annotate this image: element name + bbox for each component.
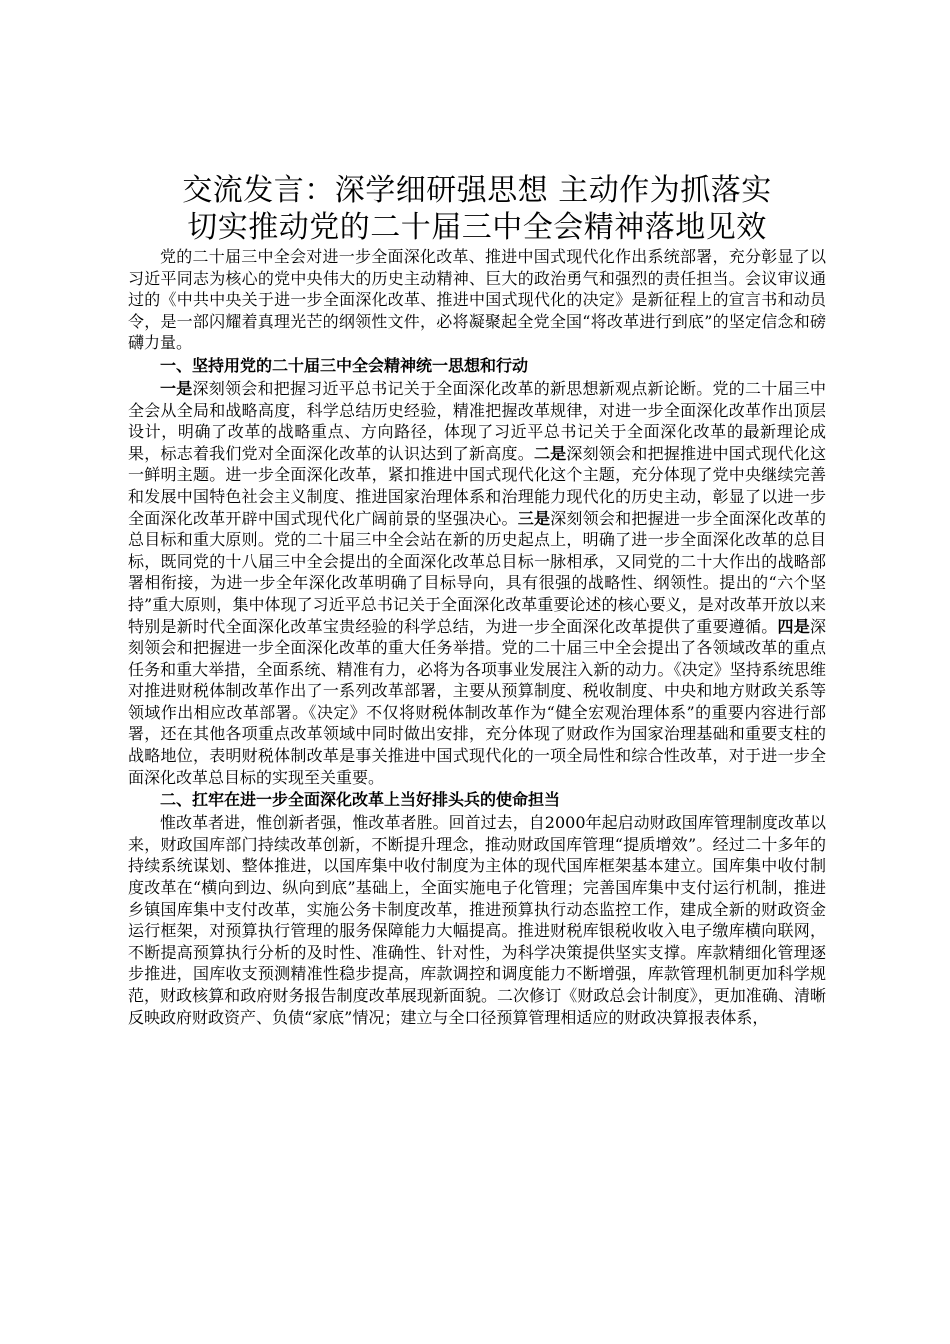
point-3-lead: 三是 [517, 508, 551, 528]
point-2-lead: 二是 [533, 443, 567, 463]
point-3-text: 深刻领会和把握进一步全面深化改革的总目标和重大原则。党的二十届三中全会站在新的历史起点上，明确了进一步全面深化改革的总目标，既同党的十八届三中全会提出的全面深化改革总目标一脉相承，又同党的二十大作出的战略部署相衔接，为进一步全年深化改革明确了目标导向，具有很强的战略性、纲领性。提出的“六个坚持”重大原则，集中体现了习近平总书记关于全面深化改革重要论述的核心要义，是对改革开放以来特别是新时代全面深化改革宝贵经验的科学总结，为进一步全面深化改革提供了重要遵循。 [128, 508, 826, 636]
title-line-1: 交流发言：深学细研强思想 主动作为抓落实 [182, 173, 772, 208]
point-1-text: 深刻领会和把握习近平总书记关于全面深化改革的新思想新观点新论断。党的二十届三中全会从全局和战略高度，科学总结历史经验，精准把握改革规律，对进一步全面深化改革作出顶层设计，明确了改革的战略重点、方向路径，体现了习近平总书记关于全面深化改革的最新理论成果，标志着我们党对全面深化改革的认识达到了新高度。 [128, 378, 826, 463]
document-page [128, 172, 826, 1028]
title-line-2: 切实推动党的二十届三中全会精神落地见效 [187, 210, 767, 245]
point-1-lead: 一是 [160, 378, 193, 398]
section-2-heading: 二、扛牢在进一步全面深化改革上当好排头兵的使命担当 [160, 790, 561, 810]
point-4-lead: 四是 [777, 616, 810, 636]
intro-paragraph: 党的二十届三中全会对进一步全面深化改革、推进中国式现代化作出系统部署，充分彰显了以习近平同志为核心的党中央伟大的历史主动精神、巨大的政治勇气和强烈的责任担当。会议审议通过的《中共中央关于进一步全面深化改革、推进中国式现代化的决定》是新征程上的宣言书和动员令，是一部闪耀着真理光芒的纲领性文件，必将凝聚起全党全国“将改革进行到底”的坚定信念和磅礴力量。 [128, 247, 826, 353]
point-2-text: 深刻领会和把握推进中国式现代化这一鲜明主题。进一步全面深化改革，紧扣推进中国式现代化这个主题，充分体现了党中央继续完善和发展中国特色社会主义制度、推进国家治理体系和治理能力现代化的历史主动，彰显了以进一步全面深化改革开辟中国式现代化广阔前景的坚强决心。 [128, 443, 826, 528]
section-1-heading: 一、坚持用党的二十届三中全会精神统一思想和行动 [160, 355, 529, 375]
document-title [128, 172, 826, 246]
point-4-text: 深刻领会和把握进一步全面深化改革的重大任务举措。党的二十届三中全会提出了各领域改革的重点任务和重大举措，全面系统、精准有力，必将为各项事业发展注入新的动力。《决定》坚持系统思维对推进财税体制改革作出了一系列改革部署，主要从预算制度、税收制度、中央和地方财政关系等领域作出相应改革部署。《决定》不仅将财税体制改革作为“健全宏观治理体系”的重要内容进行部署，还在其他各项重点改革领域中同时做出安排，充分体现了财政作为国家治理基础和重要支柱的战略地位，表明财税体制改革是事关推进中国式现代化的一项全局性和综合性改革，对于进一步全面深化改革总目标的实现至关重要。 [128, 616, 826, 787]
section-1-paragraph [128, 378, 826, 788]
section-2-paragraph: 惟改革者进，惟创新者强，惟改革者胜。回首过去，自2000年起启动财政国库管理制度改革以来，财政国库部门持续改革创新，不断提升理念，推动财政国库管理“提质增效”。经过二十多年的持续系统谋划、整体推进，以国库集中收付制度为主体的现代国库框架基本建立。国库集中收付制度改革在“横向到边、纵向到底”基础上，全面实施电子化管理；完善国库集中支付运行机制，推进乡镇国库集中支付改革，实施公务卡制度改革，推进预算执行动态监控工作，建成全新的财政资金运行框架，对预算执行管理的服务保障能力大幅提高。推进财税库银税收收入电子缴库横向联网，不断提高预算执行分析的及时性、准确性、针对性，为科学决策提供坚实支撑。库款精细化管理逐步推进，国库收支预测精准性稳步提高，库款调控和调度能力不断增强，库款管理机制更加科学规范，财政核算和政府财务报告制度改革展现新面貌。二次修订《财政总会计制度》，更加准确、清晰反映政府财政资产、负债“家底”情况；建立与全口径预算管理相适应的财政决算报表体系， [128, 813, 826, 1027]
